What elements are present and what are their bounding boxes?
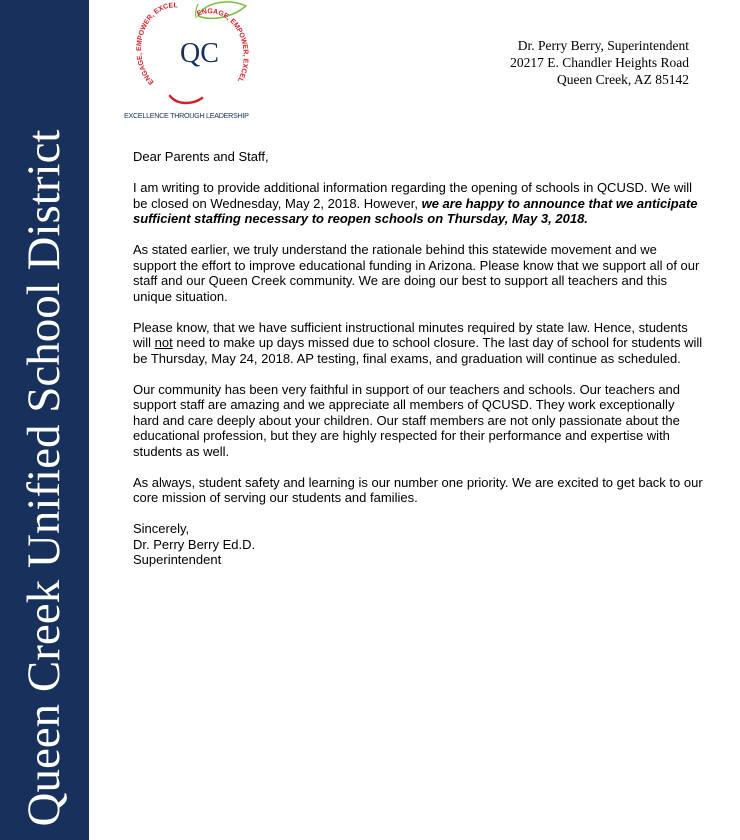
address-line: Queen Creek, AZ 85142 <box>557 72 689 87</box>
paragraph-text: I am writing to provide additional information regarding the opening of schools in QCUSD. We will be closed on Wednesday, May 2, 2018. However, <box>133 180 693 211</box>
paragraph-support: As stated earlier, we truly understand the rationale behind this statewide movement and we support the effort to improve educational funding in Arizona. Please know that we support all of our staff and our Queen Creek community. We are doing our best to support all teachers and this unique situation. <box>133 242 700 304</box>
address-line: 20217 E. Chandler Heights Road <box>510 55 689 70</box>
sidebar-banner <box>0 0 89 840</box>
signer-name: Dr. Perry Berry Ed.D. <box>133 536 256 552</box>
closing: Sincerely, <box>133 521 190 536</box>
paragraph-community: Our community has been very faithful in support of our teachers and schools. Our teachers and support staff are amazing and we appreciate all members of QCUSD. They work exceptionally hard and care deeply about your children. Our staff members are not only passionate about the educational profession, but they are highly respected for their performance and expertise with students as well. <box>133 381 681 459</box>
letter-body <box>133 149 703 568</box>
paragraph-opening <box>133 180 703 227</box>
logo-arc-left: ENGAGE, EMPOWER, EXCEL <box>136 2 178 86</box>
letterhead-address <box>510 37 689 88</box>
district-name: Queen Creek Unified School District <box>18 129 70 827</box>
logo-tagline: EXCELLENCE THROUGH LEADERSHIP <box>124 111 249 120</box>
signer-title: Superintendent <box>133 552 222 567</box>
address-line: Dr. Perry Berry, Superintendent <box>517 38 689 53</box>
salutation: Dear Parents and Staff, <box>133 149 269 164</box>
svg-text:ENGAGE, EMPOWER, EXCEL <box>136 2 179 85</box>
announcement-emphasis: we are happy to announce that we anticipate sufficient staffing necessary to reopen schools on Thursday, May 3, 2018. <box>133 195 698 226</box>
paragraph-text: need to make up days missed due to school closure. The last day of school for students will be Thursday, May 24, 2018. AP testing, final exams, and graduation will continue as scheduled. <box>133 335 703 366</box>
closing-block <box>133 521 703 568</box>
paragraph-text: Please know, that we have sufficient instructional minutes required by state law. Hence, students will <box>133 319 688 350</box>
paragraph-minutes <box>133 320 703 367</box>
logo-monogram: QC <box>180 38 219 69</box>
paragraph-safety: As always, student safety and learning is our number one priority. We are excited to get back to our core mission of serving our students and families. <box>133 474 703 505</box>
underlined-word: not <box>154 335 173 350</box>
logo-arc-right: ENGAGE, EMPOWER, EXCEL <box>196 8 249 84</box>
district-logo <box>122 0 272 122</box>
